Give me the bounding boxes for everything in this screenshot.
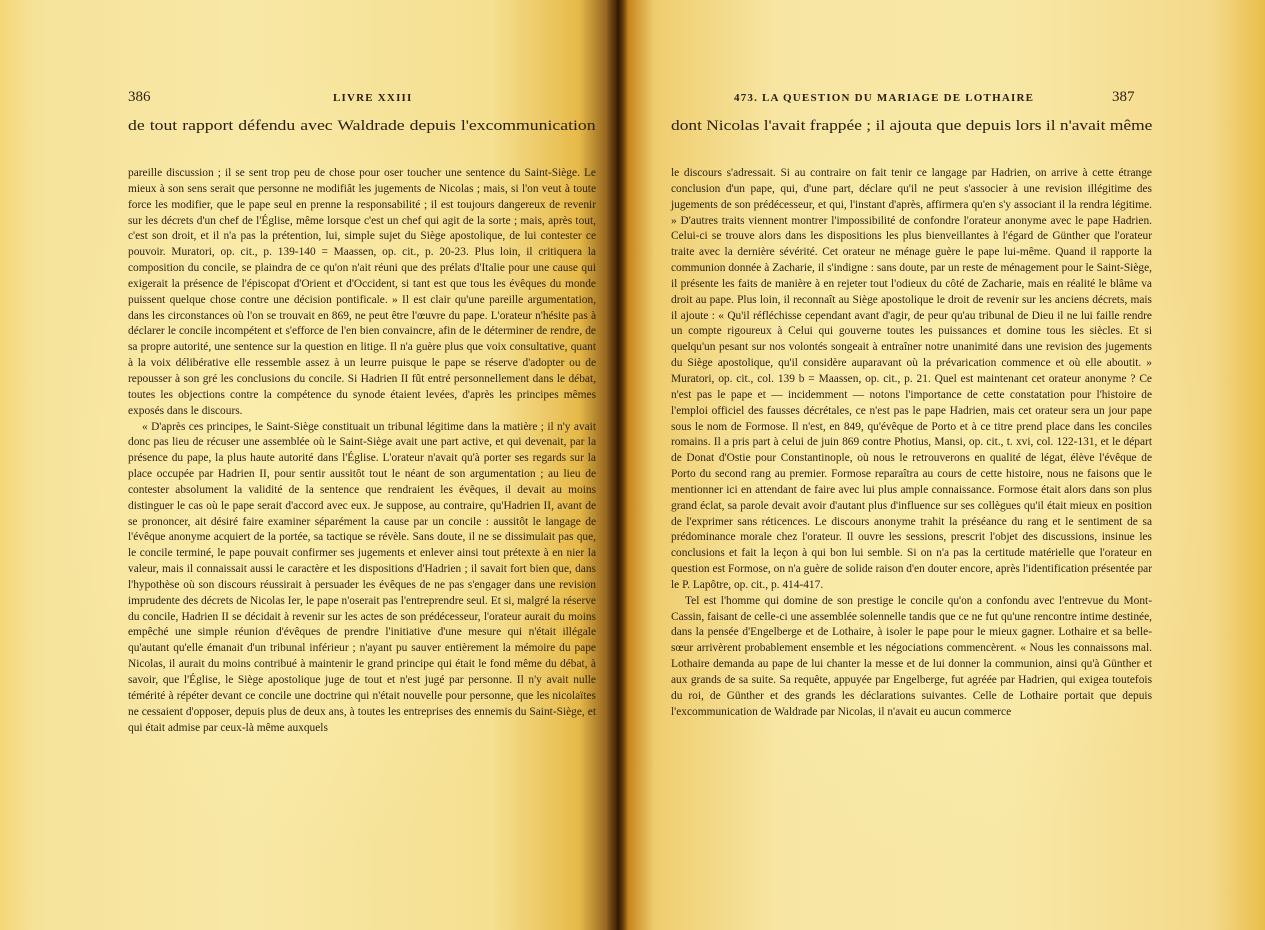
left-page (0, 0, 616, 930)
runon-line-right: dont Nicolas l'avait frappée ; il ajouta que depuis lors il n'avait même (671, 118, 1153, 134)
page-number-left: 386 (128, 89, 151, 105)
paragraph: Tel est l'homme qui domine de son prestige le concile qu'on a confondu avec l'entrevue du Mont-Cassin, faisant de celle-ci une assemblée solennelle tandis que ce ne fut qu'une rencontre intime destinée, dans la pensée d'Engelberge et de Lothaire, à isoler le pape pour le mieux gagner. Lothaire et sa belle-sœur arrivèrent probablement ensemble et les négociations commencèrent. « Nous les connaissons mal. Lothaire demanda au pape de lui chanter la messe et de lui donner la communion, ainsi qu'à Günther et aux grands de sa suite. Sa requête, appuyée par Engelberge, fut agréée par Hadrien, qui exigea toutefois du roi, de Günther et des grands les déclarations suivantes. Celle de Lothaire portait que depuis l'excommunication de Waldrade par Nicolas, il n'avait eu aucun commerce (671, 594, 1152, 718)
paragraph: pareille discussion ; il se sent trop peu de chose pour oser toucher une sentence du Saint-Siège. Le mieux à son sens serait que personne ne modifiât les jugements de Nicolas ; mais, si l'on veut à toute force les modifier, que le pape seul en prenne la responsabilité ; il est toujours dangereux de revenir sur les décrets d'un chef de l'Église, même lorsque c'est un chef qui agit de la sorte ; mais, après tout, c'est son droit, et il n'a pas la prétention, lui, simple sujet du Siège apostolique, de lui contester ce pouvoir. Muratori, op. cit., p. 139-140 = Maassen, op. cit., p. 20-23. Plus loin, il critiquera la composition du concile, se plaindra de ce qu'on n'ait réuni que des prélats d'Italie pour une cause qui exigerait la présence de l'épiscopat d'Orient et d'Occident, si tant est que tous les évêques du monde puissent quelque chose contre une décision pontificale. » Il est clair qu'une pareille argumentation, dans les circonstances où l'on se trouvait en 869, ne peut être l'œuvre du pape. L'orateur n'hésite pas à déclarer le concile incompétent et s'efforce de l'en bien convaincre, afin de le déterminer de rendre, de sa propre autorité, une sentence sur la question en litige. Il n'a guère plus que voix consultative, quant à la voix délibérative elle ressemble assez à un leurre puisque le pape se réserve d'adopter ou de repousser à son gré les conclusions du concile. Si Hadrien II fût entré personnellement dans le débat, toutes les objections contre la compétence du synode étaient levées, d'après les principes mêmes exposés dans le discours. (128, 167, 596, 417)
paragraph: « D'après ces principes, le Saint-Siège constituait un tribunal légitime dans la matière ; il n'y avait donc pas lieu de récuser une assemblée où le Saint-Siège avait une part active, et qui devenait, par la présence du pape, la plus haute autorité dans l'Église. L'orateur n'avait qu'à porter ses regards sur la place occupée par Hadrien II, pour sentir aussitôt tout le néant de son argumentation ; au lieu de contester absolument la validité de la sentence que rendraient les évêques, il devait au moins distinguer le cas où le pape serait d'accord avec eux. Je suppose, au contraire, qu'Hadrien II, avant de se prononcer, ait désiré faire examiner séparément la cause par un concile : aussitôt le langage de l'évêque anonyme acquiert de la portée, sa tactique se révèle. Sans doute, il ne se dissimulait pas que, le concile terminé, le pape pouvait confirmer ses jugements et enlever ainsi tout prétexte à en nier la valeur, mais il connaissait aussi le caractère et les dispositions d'Hadrien ; il savait fort bien que, dans l'hypothèse où son discours réussirait à persuader les évêques de ne pas s'engager dans une revision imprudente des décrets de Nicolas Ier, le pape n'oserait pas l'entreprendre seul. Et si, malgré la réserve du concile, Hadrien II se décidait à revenir sur les actes de son prédécesseur, l'orateur aurait du moins empêché une simple réunion d'évêques de prendre l'initiative d'une mesure qui n'était illégale qu'autant qu'elle émanait d'un tribunal inférieur ; n'ayant pu sauver entièrement la mémoire du pape Nicolas, il aurait du moins contribué à maintenir le grand principe qui était le fond même du débat, à savoir, que l'Église, le Siège apostolique juge de tout et n'est jugé par personne. Il n'y avait nulle témérité à répéter devant ce concile une doctrine qui n'était nouvelle pour personne, que les nicolaïtes ne cessaient d'opposer, depuis plus de deux ans, à toutes les entreprises des ennemis du Saint-Siège, et qui était admise par ceux-là même auxquels (128, 420, 596, 734)
running-head-left: LIVRE XXIII (333, 92, 413, 104)
book-gutter (606, 0, 628, 930)
body-text-right (671, 166, 1152, 721)
body-text-left (128, 166, 596, 736)
paragraph: le discours s'adressait. Si au contraire on fait tenir ce langage par Hadrien, on arrive à cette étrange conclusion d'un pape, qui, d'une part, déclare qu'il ne peut s'associer à une revision illégitime des jugements de son prédécesseur, et qui, l'instant d'après, affirmera qu'en s'y associant il la rendra légitime. » D'autres traits viennent montrer l'impossibilité de confondre l'orateur anonyme avec le pape Hadrien. Celui-ci se trouve alors dans les dispositions les plus bienveillantes à l'égard de Günther que l'orateur traite avec la dernière sévérité. Cet orateur ne ménage guère le pape lui-même. Quand il rapporte la communion donnée à Zacharie, il s'indigne : sans doute, par un reste de ménagement pour le Saint-Siège, il présente les faits de manière à en rejeter tout l'odieux du côté de Zacharie, mais en réalité le blâme va droit au pape. Plus loin, il reconnaît au Siège apostolique le droit de revenir sur les anciens décrets, mais il ajoute : « Qu'il réfléchisse cependant avant d'agir, de peur qu'au tribunal de Dieu il ne lui faille rendre un compte rigoureux à Celui qui gouverne toutes les puissances et domine tous les siècles. Et si quelqu'un pesant sur nos volontés songeait à entraîner notre unanimité dans une revision des jugements du Siège apostolique, qu'il considère auparavant où la prévarication commence et où elle aboutit. » Muratori, op. cit., col. 139 b = Maassen, op. cit., p. 21. Quel est maintenant cet orateur anonyme ? Ce n'est pas le pape et — incidemment — notons l'importance de cette constatation pour l'histoire de l'emploi officiel des fausses décrétales, ce n'est pas le pape Hadrien, mais cet orateur sera un jour pape sous le nom de Formose. Il n'est, en 849, qu'évêque de Porto et à ce titre prend place dans les conciles romains. Il a pris part à celui de juin 869 contre Photius, Mansi, op. cit., t. xvi, col. 122-131, et le départ de Donat d'Ostie pour Constantinople, où nous le retrouverons en qualité de légat, élève l'évêque de Porto du second rang au premier. Formose reparaîtra au cours de cette histoire, nous ne faisons que le mentionner ici en attendant de faire avec lui plus ample connaissance. Formose était alors dans son plus grand éclat, sa parole devait avoir d'autant plus d'influence sur ses collègues qu'il était mieux en position de l'exprimer sans réticences. Le discours anonyme trahit la préséance du rang et le sentiment de sa prédominance morale chez l'orateur. Il ouvre les sessions, prescrit l'objet des discussions, insinue les conclusions et fait la leçon à qui bon lui semble. Si on n'a pas la certitude matérielle que l'orateur en question est Formose, on n'a guère de solide raison d'en douter encore, après l'identification présentée par le P. Lapôtre, op. cit., p. 414-417. (671, 167, 1152, 591)
right-page (616, 0, 1265, 930)
running-head-right: 473. LA QUESTION DU MARIAGE DE LOTHAIRE (734, 92, 1035, 104)
runon-line-left: de tout rapport défendu avec Waldrade depuis l'excommunication (128, 118, 596, 134)
page-number-right: 387 (1112, 89, 1135, 105)
